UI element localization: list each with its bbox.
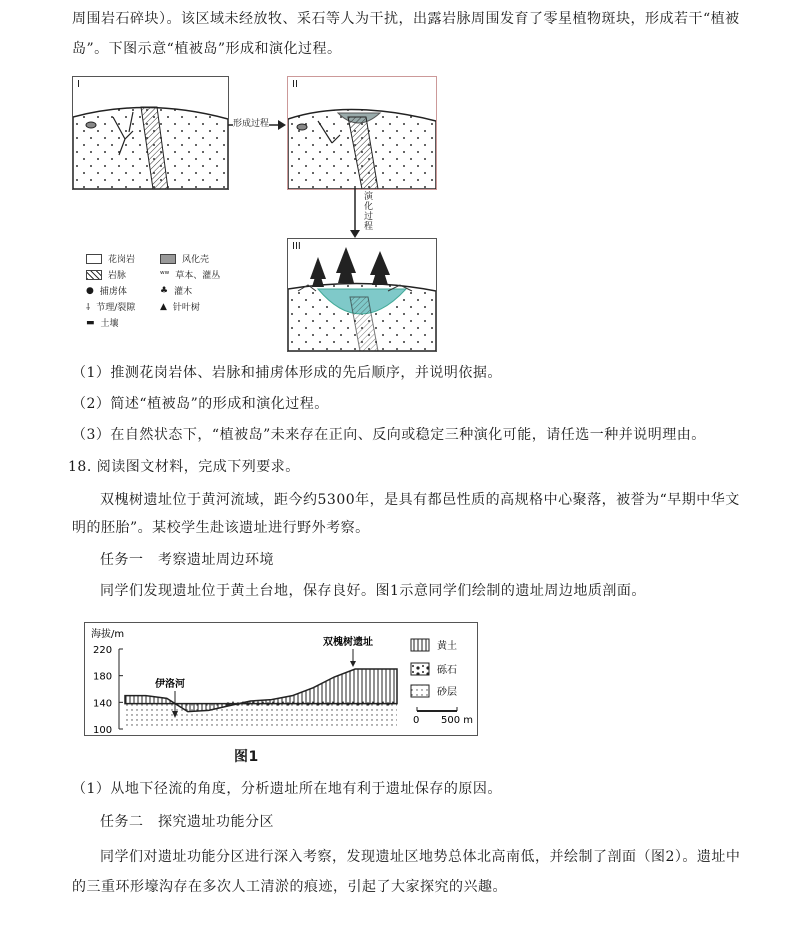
legend-item: ▬ 土壤 — [86, 317, 119, 329]
legend-item: ● 捕虏体 — [86, 285, 127, 297]
legend-item: 风化壳 — [160, 252, 209, 265]
legend-label: 黄土 — [437, 641, 457, 652]
y-tick-label: 140 — [93, 698, 113, 710]
panel-1-drawing — [73, 77, 228, 189]
question-line: （1）推测花岗岩体、岩脉和捕虏体形成的先后顺序，并说明依据。 — [72, 365, 502, 381]
loess-swatch — [411, 639, 429, 651]
xenolith-icon: ● — [86, 285, 94, 296]
gravel-swatch — [411, 663, 429, 675]
river-label: 伊洛河 — [155, 679, 185, 690]
legend-item: ⸸ 节理/裂隙 — [86, 300, 135, 313]
legend-item: ʷʷ 草本、灌丛 — [160, 269, 221, 281]
conifer-icon: ▲ — [160, 301, 167, 312]
paragraph-line: 双槐树遗址位于黄河流域，距今约5300年，是具有都邑性质的高规格中心聚落，被誉为“早期中华文 — [100, 492, 740, 508]
arrow-label: 形成过程 — [233, 116, 269, 129]
scale-zero: 0 — [413, 715, 420, 726]
panel-label: II — [292, 79, 298, 90]
diagram-panel-1 — [72, 76, 229, 190]
arrow-label: 演化过程 — [364, 192, 374, 232]
legend-label: 砾石 — [437, 665, 457, 676]
task-heading: 任务二 探究遗址功能分区 — [100, 814, 274, 830]
task-heading: 任务一 考察遗址周边环境 — [100, 552, 274, 568]
soil-icon: ▬ — [86, 317, 95, 328]
legend-item: ▲ 针叶树 — [160, 301, 200, 313]
grass-icon: ʷʷ — [160, 269, 170, 280]
legend-item: 花岗岩 — [86, 252, 135, 265]
y-tick-label: 180 — [93, 671, 113, 683]
paragraph-line: 周围岩石碎块）。该区域未经放牧、采石等人为干扰，出露岩脉周围发育了零星植物斑块，形成若干“植被 — [72, 11, 740, 27]
paragraph-line: 的三重环形壕沟存在多次人工清淤的痕迹，引起了大家探究的兴趣。 — [72, 879, 507, 895]
figure-1-profile — [84, 622, 478, 736]
question-line: （2）简述“植被岛”的形成和演化过程。 — [72, 396, 329, 412]
y-tick-label: 100 — [93, 725, 113, 735]
paragraph-line: 岛”。下图示意“植被岛”形成和演化过程。 — [72, 41, 342, 57]
panel-3-drawing — [288, 239, 436, 351]
question-line: （3）在自然状态下，“植被岛”未来存在正向、反向或稳定三种演化可能，请任选一种并说明理由。 — [72, 427, 706, 443]
scale-length: 500 m — [441, 715, 474, 726]
evolution-arrow — [348, 188, 362, 238]
panel-label: I — [77, 79, 80, 90]
question-line: （1）从地下径流的角度，分析遗址所在地有利于遗址保存的原因。 — [72, 781, 502, 797]
site-label: 双槐树遗址 — [323, 637, 373, 648]
panel-label: III — [292, 241, 301, 252]
weathering-swatch — [160, 254, 176, 264]
gravel-layer — [225, 702, 397, 707]
legend-item: 岩脉 — [86, 268, 126, 281]
legend-item: ♣ 灌木 — [160, 285, 193, 297]
diagram-panel-2 — [287, 76, 437, 190]
figure-caption: 图1 — [234, 749, 259, 765]
granite-swatch — [86, 254, 102, 264]
panel-2-drawing — [288, 77, 436, 189]
paragraph-line: 同学们发现遗址位于黄土台地，保存良好。图1示意同学们绘制的遗址周边地质剖面。 — [100, 583, 646, 599]
sand-swatch — [411, 685, 429, 697]
dike-swatch — [86, 270, 102, 280]
paragraph-line: 明的胚胎”。某校学生赴该遗址进行野外考察。 — [72, 520, 370, 536]
paragraph-line: 同学们对遗址功能分区进行深入考察，发现遗址区地势总体北高南低，并绘制了剖面（图2）。遗址中 — [100, 849, 741, 865]
diagram-panel-3 — [287, 238, 437, 352]
question-heading: 18. 阅读图文材料，完成下列要求。 — [68, 459, 300, 475]
profile-chart — [85, 623, 477, 735]
y-tick-label: 220 — [93, 645, 113, 656]
joint-icon: ⸸ — [86, 303, 91, 313]
shrub-icon: ♣ — [160, 285, 169, 296]
sand-layer — [125, 704, 397, 729]
legend-label: 砂层 — [437, 687, 457, 698]
y-axis-label: 海拔/m — [91, 629, 125, 640]
